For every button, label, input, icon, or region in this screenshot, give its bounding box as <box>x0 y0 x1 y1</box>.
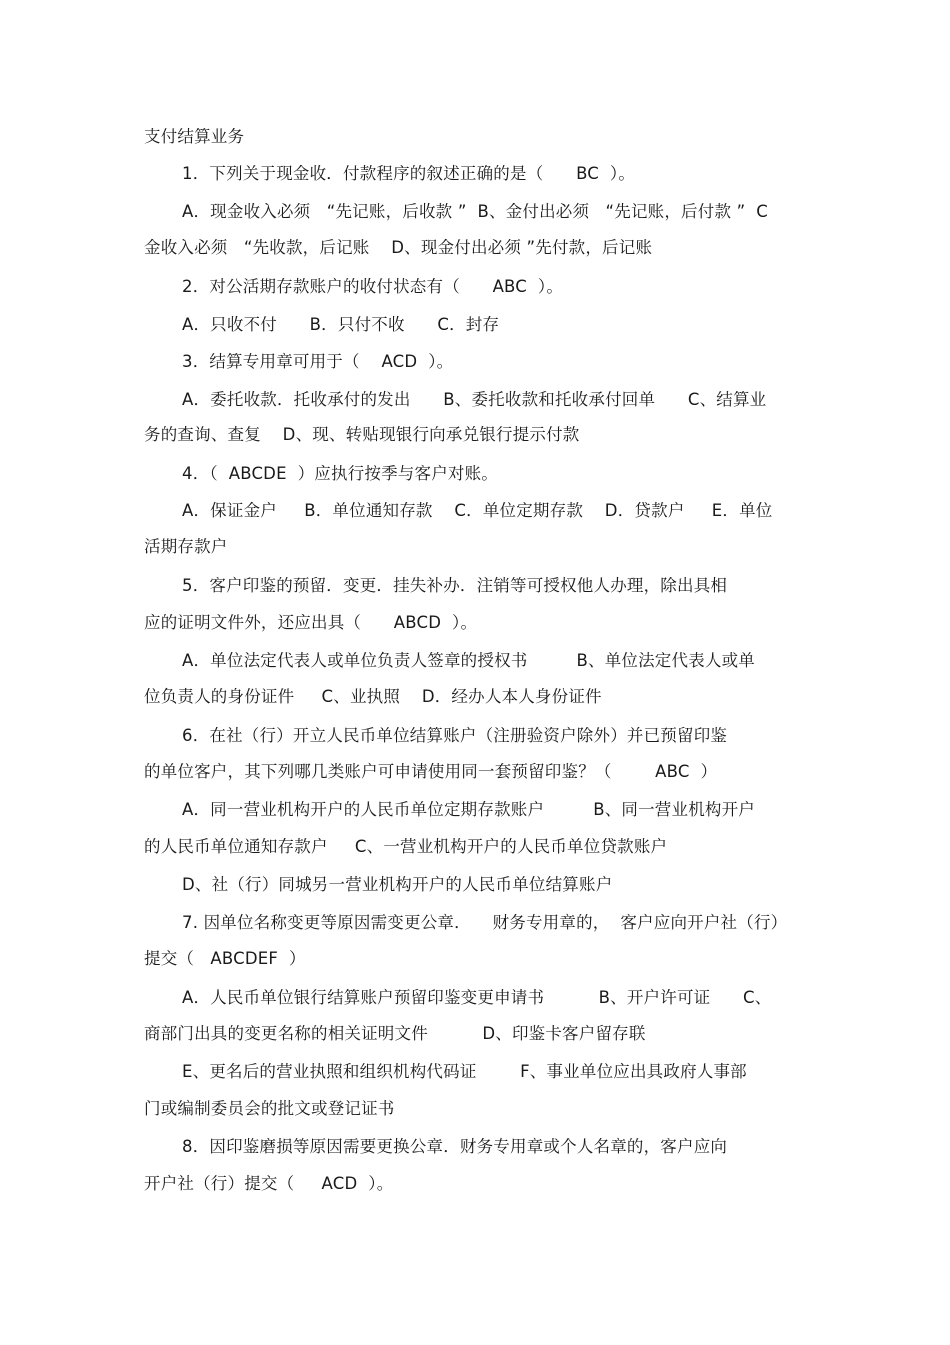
question-8-stem-line-2: 开户社（行）提交（ ACD ）。 <box>144 1174 394 1193</box>
question-3-stem: 3．结算专用章可用于（ ACD ）。 <box>182 352 454 371</box>
question-2-options: A．只收不付 B．只付不收 C．封存 <box>182 315 500 334</box>
question-5-options-line-2: 位负责人的身份证件 C、业执照 D．经办人本人身份证件 <box>144 687 602 706</box>
question-3-options-line-2: 务的查询、查复 D、现、转贴现银行向承兑银行提示付款 <box>144 425 580 444</box>
question-1-options-line-1: A．现金收入必须 “先记账，后收款 ” B、金付出必须 “先记账，后付款 ” C <box>182 202 768 221</box>
question-7-options-line-3: E、更名后的营业执照和组织机构代码证 F、事业单位应出具政府人事部 <box>182 1062 747 1081</box>
question-5-stem-line-2: 应的证明文件外，还应出具（ ABCD ）。 <box>144 613 478 632</box>
question-6-options-line-1: A．同一营业机构开户的人民币单位定期存款账户 B、同一营业机构开户 <box>182 800 756 819</box>
question-6-options-line-2: 的人民币单位通知存款户 C、一营业机构开户的人民币单位贷款账户 <box>144 837 668 856</box>
question-7-options-line-4: 门或编制委员会的批文或登记证书 <box>144 1099 395 1118</box>
question-6-stem-line-1: 6．在社（行）开立人民币单位结算账户（注册验资户除外）并已预留印鉴 <box>182 726 728 745</box>
question-7-options-line-1: A．人民币单位银行结算账户预留印鉴变更申请书 B、开户许可证 C、 <box>182 988 772 1007</box>
question-4-options-line-2: 活期存款户 <box>144 537 228 556</box>
question-3-options-line-1: A．委托收款．托收承付的发出 B、委托收款和托收承付回单 C、结算业 <box>182 390 767 409</box>
question-7-stem-line-1: 7. 因单位名称变更等原因需变更公章． 财务专用章的， 客户应向开户社（行） <box>182 913 788 932</box>
question-6-stem-line-2: 的单位客户，其下列哪几类账户可申请使用同一套预留印鉴？（ ABC ） <box>144 762 718 781</box>
question-2-stem: 2．对公活期存款账户的收付状态有（ ABC ）。 <box>182 277 564 296</box>
question-1-stem: 1．下列关于现金收．付款程序的叙述正确的是（ BC ）。 <box>182 164 636 183</box>
question-5-stem-line-1: 5．客户印鉴的预留．变更．挂失补办．注销等可授权他人办理，除出具相 <box>182 576 728 595</box>
question-8-stem-line-1: 8．因印鉴磨损等原因需要更换公章．财务专用章或个人名章的，客户应向 <box>182 1137 728 1156</box>
question-4-stem: 4．（ ABCDE ）应执行按季与客户对账。 <box>182 464 498 483</box>
question-7-options-line-2: 商部门出具的变更名称的相关证明文件 D、印鉴卡客户留存联 <box>144 1024 646 1043</box>
question-4-options-line-1: A．保证金户 B．单位通知存款 C．单位定期存款 D．贷款户 E．单位 <box>182 501 773 520</box>
question-1-options-line-2: 金收入必须 “先收款，后记账 D、现金付出必须 ”先付款，后记账 <box>144 238 653 257</box>
question-5-options-line-1: A．单位法定代表人或单位负责人签章的授权书 B、单位法定代表人或单 <box>182 651 756 670</box>
document-title: 支付结算业务 <box>144 127 245 146</box>
question-7-stem-line-2: 提交（ ABCDEF ） <box>144 949 306 968</box>
question-6-options-line-3: D、社（行）同城另一营业机构开户的人民币单位结算账户 <box>182 875 613 894</box>
